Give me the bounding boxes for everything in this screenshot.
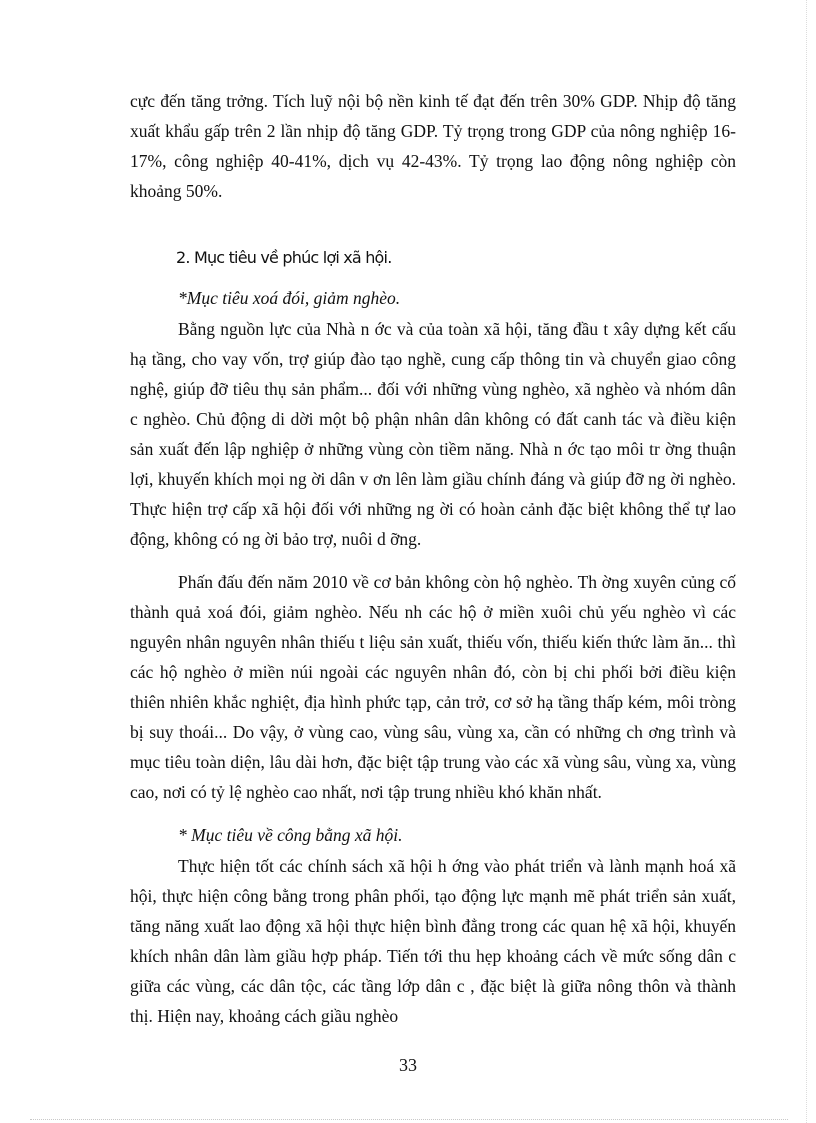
section-heading: 2. Mục tiêu về phúc lợi xã hội.	[176, 248, 392, 267]
paragraph-poverty-1: Bằng nguồn lực của Nhà n ớc và của toàn xã hội, tăng đầu t xây dựng kết cấu hạ tầng, cho vay vốn, trợ giúp đào tạo nghề, cung cấp thông tin và chuyển giao công nghệ, giúp đỡ tiêu thụ sản phẩm... đối với những vùng nghèo, xã nghèo và nhóm dân c nghèo. Chủ động di dời một bộ phận nhân dân không có đất canh tác và điều kiện sản xuất đến lập nghiệp ở những vùng còn tiềm năng. Nhà n ớc tạo môi tr ờng thuận lợi, khuyến khích mọi ng ời dân v ơn lên làm giầu chính đáng và giúp đỡ ng ời nghèo. Thực hiện trợ cấp xã hội đối với những ng ời có hoàn cảnh đặc biệt không thể tự lao động, không có ng ời bảo trợ, nuôi d ỡng.	[130, 319, 736, 549]
paragraph-equity-1: Thực hiện tốt các chính sách xã hội h ớng vào phát triển và lành mạnh hoá xã hội, thực hiện công bằng trong phân phối, tạo động lực mạnh mẽ phát triển sản xuất, tăng năng xuất lao động xã hội thực hiện bình đẳng trong các quan hệ xã hội, khuyến khích nhân dân làm giầu hợp pháp. Tiến tới thu hẹp khoảng cách về mức sống dân c giữa các vùng, các dân tộc, các tầng lớp dân c , đặc biệt là giữa nông thôn và thành thị. Hiện nay, khoảng cách giầu nghèo	[130, 856, 736, 1026]
page-edge-divider	[806, 0, 807, 1123]
subheading-equity: * Mục tiêu về công bằng xã hội.	[178, 825, 403, 845]
page-number: 33	[399, 1055, 417, 1075]
subheading-poverty: *Mục tiêu xoá đói, giảm nghèo.	[178, 288, 401, 308]
paragraph-growth-continuation: cực đến tăng trởng. Tích luỹ nội bộ nền kinh tế đạt đến trên 30% GDP. Nhịp độ tăng xuất khẩu gấp trên 2 lần nhịp độ tăng GDP. Tỷ trọng trong GDP của nông nghiệp 16-17%, công nghiệp 40-41%, dịch vụ 42-43%. Tỷ trọng lao động nông nghiệp còn khoảng 50%.	[130, 91, 736, 201]
page-bottom-divider	[30, 1119, 788, 1120]
paragraph-poverty-2: Phấn đấu đến năm 2010 về cơ bản không còn hộ nghèo. Th ờng xuyên củng cố thành quả xoá đói, giảm nghèo. Nếu nh các hộ ở miền xuôi chủ yếu nghèo vì các nguyên nhân nguyên nhân thiếu t liệu sản xuất, thiếu vốn, thiếu kiến thức làm ăn... thì các hộ nghèo ở miền núi ngoài các nguyên nhân đó, còn bị chi phối bởi điều kiện thiên nhiên khắc nghiệt, địa hình phức tạp, cản trở, cơ sở hạ tầng thấp kém, môi tròng bị suy thoái... Do vậy, ở vùng cao, vùng sâu, vùng xa, cần có những ch ơng trình và mục tiêu toàn diện, lâu dài hơn, đặc biệt tập trung vào các xã vùng sâu, vùng xa, vùng cao, nơi có tỷ lệ nghèo cao nhất, nơi tập trung nhiều khó khăn nhất.	[130, 572, 736, 802]
